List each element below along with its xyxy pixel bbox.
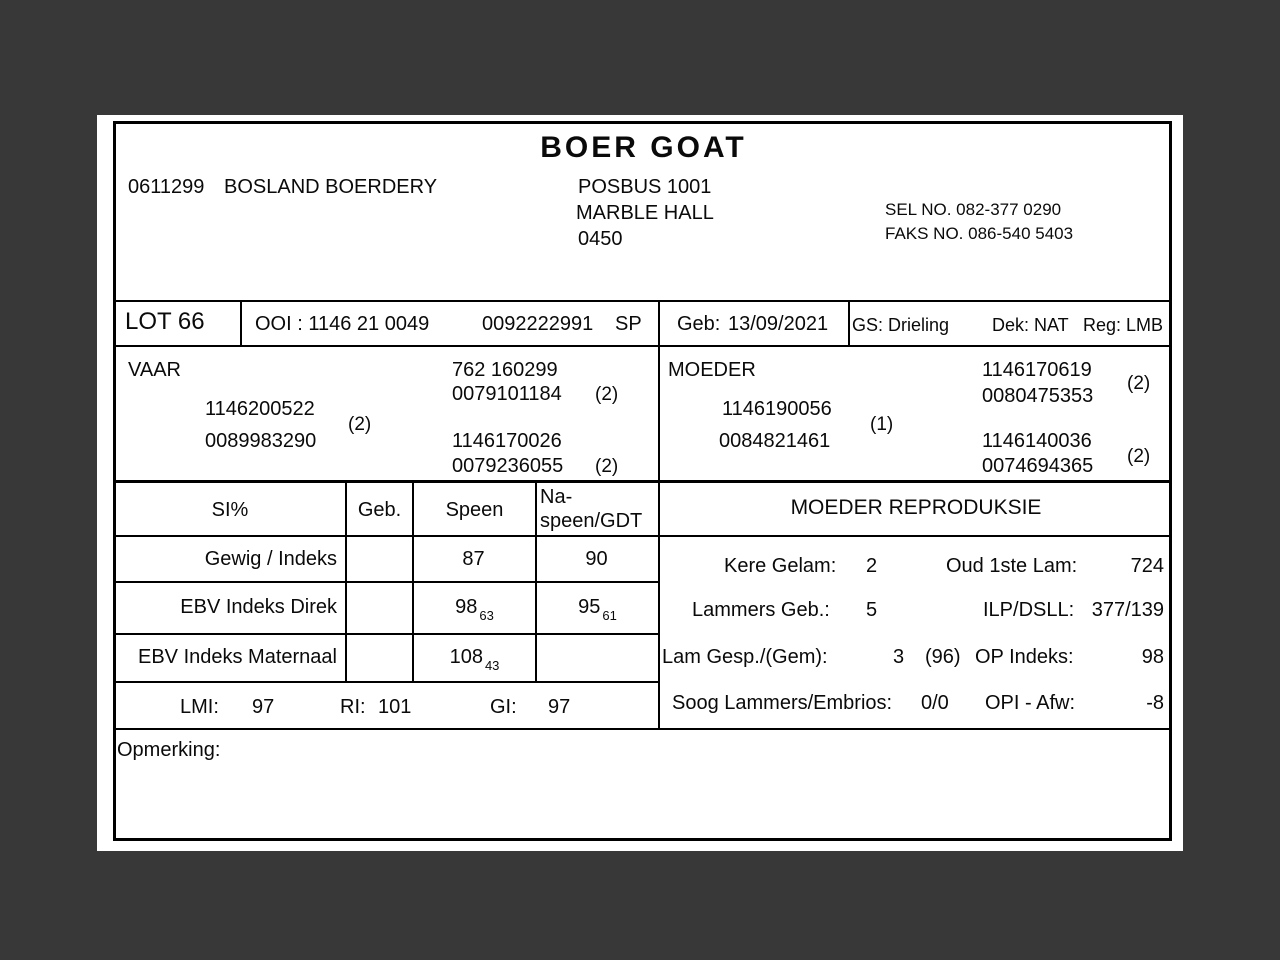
rep-label-2: OPI - Afw: — [985, 692, 1076, 714]
rep-value-1b: (96) — [925, 646, 961, 668]
ri-label: RI: — [340, 696, 366, 718]
dam-grandsire-number-1: 1146170619 — [982, 359, 1092, 381]
sire-section-label: VAAR — [128, 359, 181, 381]
address-line-3: 0450 — [578, 228, 623, 250]
table-cell-naspeen — [537, 595, 658, 628]
divider-line — [115, 633, 658, 635]
rep-value-2: 377/139 — [1091, 599, 1164, 621]
divider-line — [115, 681, 658, 683]
table-cell-speen — [414, 645, 535, 678]
dam-grandsire-number-2: 0080475353 — [982, 385, 1094, 407]
divider-line — [115, 480, 1172, 483]
speen-value: 87 — [462, 548, 485, 570]
sire-granddam-mark: (2) — [595, 456, 619, 477]
divider-vline — [658, 483, 660, 730]
breeder-number: 0611299 — [128, 176, 205, 198]
naspeen-value: 90 — [585, 548, 608, 570]
speen-accuracy: 43 — [484, 658, 500, 673]
speen-accuracy: 63 — [479, 608, 494, 623]
lmi-label: LMI: — [180, 696, 219, 718]
speen-value: 98 — [455, 596, 478, 618]
table-cell-naspeen — [537, 547, 658, 580]
divider-vline — [658, 347, 660, 481]
divider-line — [115, 728, 1172, 730]
ooi-registration: 0092222991 — [482, 313, 594, 335]
rep-value-2: 724 — [1130, 555, 1164, 577]
dam-section-label: MOEDER — [668, 359, 756, 381]
table-cell-speen — [414, 595, 535, 628]
rep-label-1: Kere Gelam: — [724, 555, 837, 577]
table-row-label: EBV Indeks Direk — [180, 596, 337, 618]
table-header-speen: Speen — [445, 499, 504, 521]
gs-value: GS: Drieling — [852, 315, 950, 335]
gi-value: 97 — [548, 696, 571, 718]
address-line-2: MARBLE HALL — [576, 202, 714, 224]
sire-granddam-number-2: 0079236055 — [452, 455, 564, 477]
rep-label-2: OP Indeks: — [975, 646, 1074, 668]
dam-number-1: 1146190056 — [722, 398, 832, 420]
gi-label: GI: — [490, 696, 517, 718]
table-header-naspeen-line2: speen/GDT — [540, 510, 643, 532]
birthdate-label: Geb: — [677, 313, 721, 335]
sire-number-1: 1146200522 — [205, 398, 315, 420]
sire-grandsire-number-1: 762 160299 — [452, 359, 558, 381]
table-header-geb: Geb. — [357, 499, 402, 521]
remarks-label: Opmerking: — [117, 739, 221, 761]
address-line-1: POSBUS 1001 — [578, 176, 712, 198]
breeder-name: BOSLAND BOERDERY — [224, 176, 438, 198]
sire-number-2: 0089983290 — [205, 430, 317, 452]
lot-card-document — [97, 115, 1183, 851]
divider-vline — [240, 300, 242, 347]
speen-value: 108 — [449, 646, 483, 668]
rep-value-2: -8 — [1146, 692, 1164, 714]
divider-line — [115, 345, 1172, 347]
ri-value: 101 — [378, 696, 412, 718]
rep-value-1: 5 — [866, 599, 878, 621]
dam-mark: (1) — [870, 414, 894, 435]
table-cell-naspeen — [537, 645, 658, 678]
table-header-naspeen-line1: Na- — [540, 486, 573, 508]
sire-grandsire-number-2: 0079101184 — [452, 383, 562, 405]
rep-label-1: Soog Lammers/Embrios: — [672, 692, 893, 714]
rep-label-2: ILP/DSLL: — [983, 599, 1075, 621]
dam-grandsire-mark: (2) — [1127, 373, 1151, 394]
fax-number: FAKS NO. 086-540 5403 — [885, 224, 1074, 243]
cell-number: SEL NO. 082-377 0290 — [885, 200, 1062, 219]
table-cell-speen — [414, 547, 535, 580]
divider-line — [115, 535, 1172, 537]
rep-value-1: 2 — [866, 555, 878, 577]
ooi-suffix: SP — [615, 313, 642, 335]
sire-granddam-number-1: 1146170026 — [452, 430, 562, 452]
table-row-label: Gewig / Indeks — [204, 548, 337, 570]
rep-label-1: Lam Gesp./(Gem): — [662, 646, 828, 668]
rep-value-1: 0/0 — [921, 692, 949, 714]
table-header-si: SI% — [211, 499, 249, 521]
divider-vline — [658, 300, 660, 347]
lmi-value: 97 — [252, 696, 275, 718]
dam-granddam-mark: (2) — [1127, 446, 1151, 467]
document-title: BOER GOAT — [540, 131, 747, 164]
dam-number-2: 0084821461 — [719, 430, 831, 452]
reproduction-section-title: MOEDER REPRODUKSIE — [790, 496, 1042, 519]
divider-line — [115, 581, 658, 583]
reg-value: Reg: LMB — [1083, 315, 1164, 335]
table-row-label: EBV Indeks Maternaal — [138, 646, 337, 668]
sire-grandsire-mark: (2) — [595, 384, 619, 405]
sire-mark: (2) — [348, 414, 372, 435]
birthdate-value: 13/09/2021 — [728, 313, 829, 335]
naspeen-value: 95 — [578, 596, 601, 618]
divider-line — [115, 300, 1172, 302]
lot-number: LOT 66 — [125, 308, 205, 335]
rep-label-2: Oud 1ste Lam: — [946, 555, 1078, 577]
rep-value-1: 3 — [893, 646, 905, 668]
dam-granddam-number-1: 1146140036 — [982, 430, 1092, 452]
naspeen-accuracy: 61 — [602, 608, 617, 623]
rep-label-1: Lammers Geb.: — [692, 599, 830, 621]
ooi-id-label: OOI : 1146 21 0049 — [255, 313, 430, 335]
rep-value-2: 98 — [1141, 646, 1164, 668]
dek-value: Dek: NAT — [992, 315, 1069, 335]
divider-vline — [848, 300, 850, 347]
dam-granddam-number-2: 0074694365 — [982, 455, 1094, 477]
